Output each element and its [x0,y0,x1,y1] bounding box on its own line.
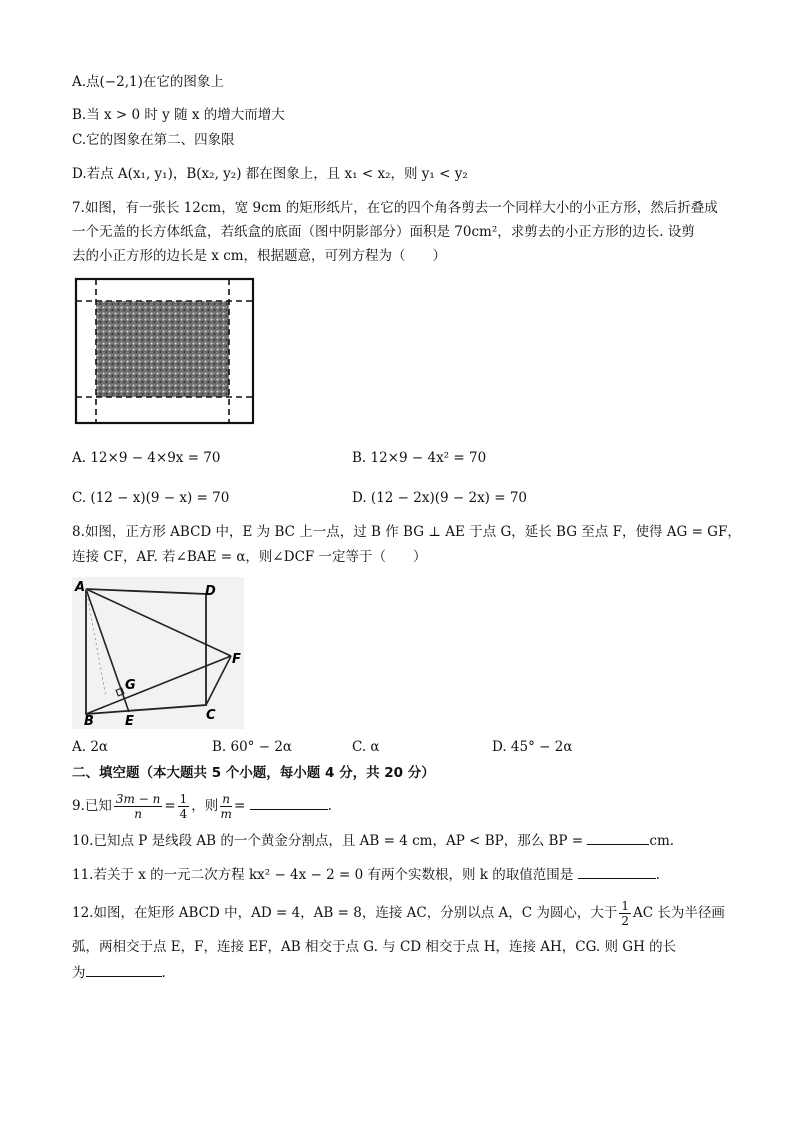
q9-prefix: 9.已知 [72,798,112,814]
label-a: A [75,580,86,595]
q7-option-b: B. 12×9 − 4x² = 70 [352,450,487,466]
label-f: F [232,652,241,667]
q9-answer-blank[interactable] [250,795,328,810]
q9-fraction-3: $\frac{n}{m}$ [220,792,232,821]
q11-line: 11.若关于 x 的一元二次方程 kx² − 4x − 2 = 0 有两个实数根，则 k 的取值范围是 . [72,864,660,885]
q7-paper-figure [72,276,258,426]
q8-option-c: C. α [352,739,380,755]
q7-option-c: C. (12 − x)(9 − x) = 70 [72,490,230,506]
q7-text-line3: 去的小正方形的边长是 x cm，根据题意，可列方程为（ ） [72,248,447,264]
q7-text-line2: 一个无盖的长方体纸盒，若纸盒的底面（图中阴影部分）面积是 70cm²，求剪去的小正方形的边长. 设剪 [72,224,695,240]
q11-answer-blank[interactable] [578,864,656,879]
q12-line3: 为 . [72,962,166,983]
section-heading-fill-in: 二、填空题（本大题共 5 个小题，每小题 4 分，共 20 分） [72,765,435,781]
label-b: B [84,714,94,729]
q9-fraction-2: $\frac{1}{4}$ [179,792,188,821]
q7-shaded-base [96,301,229,397]
q6-option-a: A.点(−2,1)在它的图象上 [72,74,224,90]
label-d: D [205,584,216,599]
q8-square-figure [72,577,244,729]
q12-fraction-half: $\frac{1}{2}$ [621,899,630,928]
q12-text-line1: 12.如图，在矩形 ABCD 中，AD = 4，AB = 8，连接 AC，分别以点 A，C 为圆心，大于 [72,905,618,921]
q6-option-c: C.它的图象在第二、四象限 [72,132,235,148]
q10-answer-blank[interactable] [587,830,649,845]
q10-text: 10.已知点 P 是线段 AB 的一个黄金分割点，且 AB = 4 cm，AP < BP，那么 BP = [72,833,584,849]
q9-fraction-1: $\frac{3m - n}{n}$ [115,792,161,821]
q8-option-b: B. 60° − 2α [212,739,293,755]
q8-option-d: D. 45° − 2α [492,739,573,755]
q12-line1: 12.如图，在矩形 ABCD 中，AD = 4，AB = 8，连接 AC，分别以点 A，C 为圆心，大于 $\frac{1}{2}$ AC 长为半径画 [72,899,725,928]
q8-option-a: A. 2α [72,739,109,755]
q7-text-line1: 7.如图，有一张长 12cm，宽 9cm 的矩形纸片，在它的四个角各剪去一个同样大小的小正方形，然后折叠成 [72,200,718,216]
q7-option-d: D. (12 − 2x)(9 − 2x) = 70 [352,490,528,506]
q9-line: 9.已知 $\frac{3m - n}{n}$ = $\frac{1}{4}$ ，则 $\frac{n}{m}$ = . [72,792,332,821]
q8-text-line1: 8.如图，正方形 ABCD 中，E 为 BC 上一点，过 B 作 BG ⊥ AE 于点 G，延长 BG 至点 F，使得 AG = GF， [72,524,741,540]
label-c: C [206,708,216,723]
q7-option-a: A. 12×9 − 4×9x = 70 [72,450,221,466]
label-e: E [125,714,134,729]
q12-answer-blank[interactable] [86,962,162,977]
q12-text-line2: 弧，两相交于点 E，F，连接 EF，AB 相交于点 G. 与 CD 相交于点 H，连接 AH，CG. 则 GH 的长 [72,939,677,955]
q10-line: 10.已知点 P 是线段 AB 的一个黄金分割点，且 AB = 4 cm，AP < BP，那么 BP = cm. [72,830,674,851]
q8-text-line2: 连接 CF，AF. 若∠BAE = α，则∠DCF 一定等于（ ） [72,549,427,565]
q6-option-d: D.若点 A(x₁, y₁)，B(x₂, y₂) 都在图象上，且 x₁ < x₂，则 y₁ < y₂ [72,166,468,182]
label-g: G [125,678,136,693]
q6-option-b: B.当 x > 0 时 y 随 x 的增大而增大 [72,107,285,123]
q11-text: 11.若关于 x 的一元二次方程 kx² − 4x − 2 = 0 有两个实数根，则 k 的取值范围是 [72,867,574,883]
